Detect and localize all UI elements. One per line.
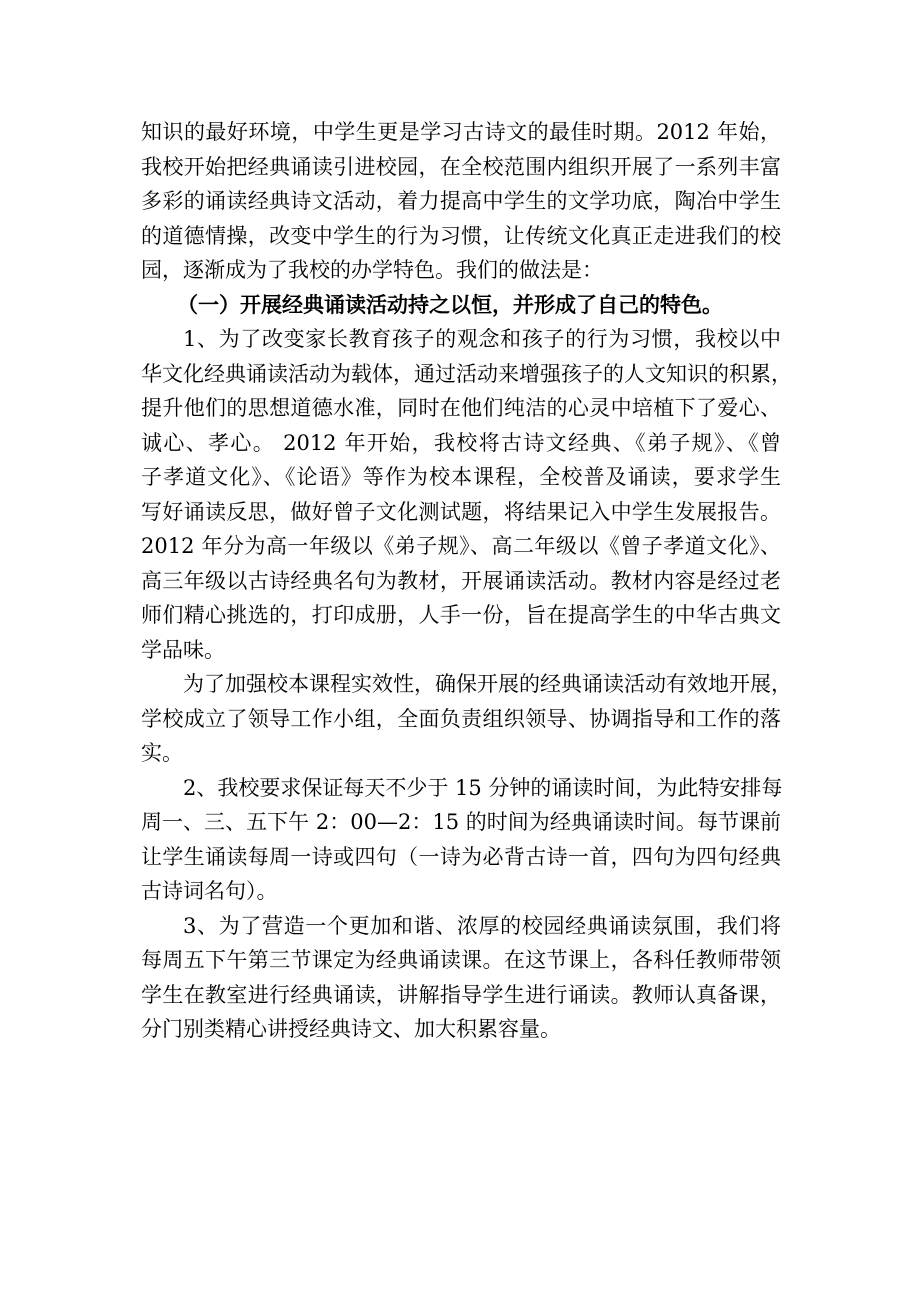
text-line: 实。	[141, 741, 183, 765]
text-line: 多彩的诵读经典诗文活动，着力提高中学生的文学功底，陶冶中学生	[141, 189, 781, 213]
paragraph-first-line: 1、为了改变家长教育孩子的观念和孩子的行为习惯，我校以中	[183, 327, 781, 351]
text-line: 分门别类精心讲授经典诗文、加大积累容量。	[141, 1017, 561, 1041]
text-line: 我校开始把经典诵读引进校园，在全校范围内组织开展了一系列丰富	[141, 154, 781, 179]
text-line: 古诗词名句）。	[141, 879, 278, 903]
paragraph-first-line: 3、为了营造一个更加和谐、浓厚的校园经典诵读氛围，我们将	[183, 913, 781, 938]
text-line: 知识的最好环境，中学生更是学习古诗文的最佳时期。2012 年始，	[141, 120, 781, 144]
section-heading: （一）开展经典诵读活动持之以恒，并形成了自己的特色。	[177, 291, 723, 317]
text-line: 让学生诵读每周一诗或四句（一诗为必背古诗一首，四句为四句经典	[141, 844, 781, 869]
text-line: 学品味。	[141, 637, 225, 662]
text-line: 的道德情操，改变中学生的行为习惯，让传统文化真正走进我们的校	[141, 223, 781, 248]
document-body	[141, 115, 792, 1047]
text-line: 华文化经典诵读活动为载体，通过活动来增强孩子的人文知识的积累，	[141, 361, 792, 386]
text-line: 园，逐渐成为了我校的办学特色。我们的做法是：	[141, 258, 603, 282]
text-line: 师们精心挑选的，打印成册，人手一份，旨在提高学生的中华古典文	[141, 603, 781, 627]
text-line: 学生在教室进行经典诵读，讲解指导学生进行诵读。教师认真备课，	[141, 982, 781, 1007]
paragraph-first-line: 为了加强校本课程实效性，确保开展的经典诵读活动有效地开展，	[183, 672, 792, 696]
text-line: 周一、三、五下午 2：00—2：15 的时间为经典诵读时间。每节课前	[141, 810, 781, 834]
text-line: 诚心、孝心。 2012 年开始，我校将古诗文经典、《弟子规》、《曾	[141, 430, 781, 455]
paragraph-first-line: 2、我校要求保证每天不少于 15 分钟的诵读时间，为此特安排每	[183, 775, 783, 800]
text-line: 学校成立了领导工作小组，全面负责组织领导、协调指导和工作的落	[141, 706, 781, 731]
text-line: 子孝道文化》、《论语》等作为校本课程，全校普及诵读，要求学生	[141, 465, 781, 489]
text-line: 每周五下午第三节课定为经典诵读课。在这节课上，各科任教师带领	[141, 948, 781, 972]
text-line: 写好诵读反思，做好曾子文化测试题，将结果记入中学生发展报告。	[141, 499, 781, 524]
text-line: 高三年级以古诗经典名句为教材，开展诵读活动。教材内容是经过老	[141, 568, 781, 593]
text-line: 2012 年分为高一年级以《弟子规》、高二年级以《曾子孝道文化》、	[141, 534, 781, 558]
text-line: 提升他们的思想道德水准，同时在他们纯洁的心灵中培植下了爱心、	[141, 396, 781, 420]
